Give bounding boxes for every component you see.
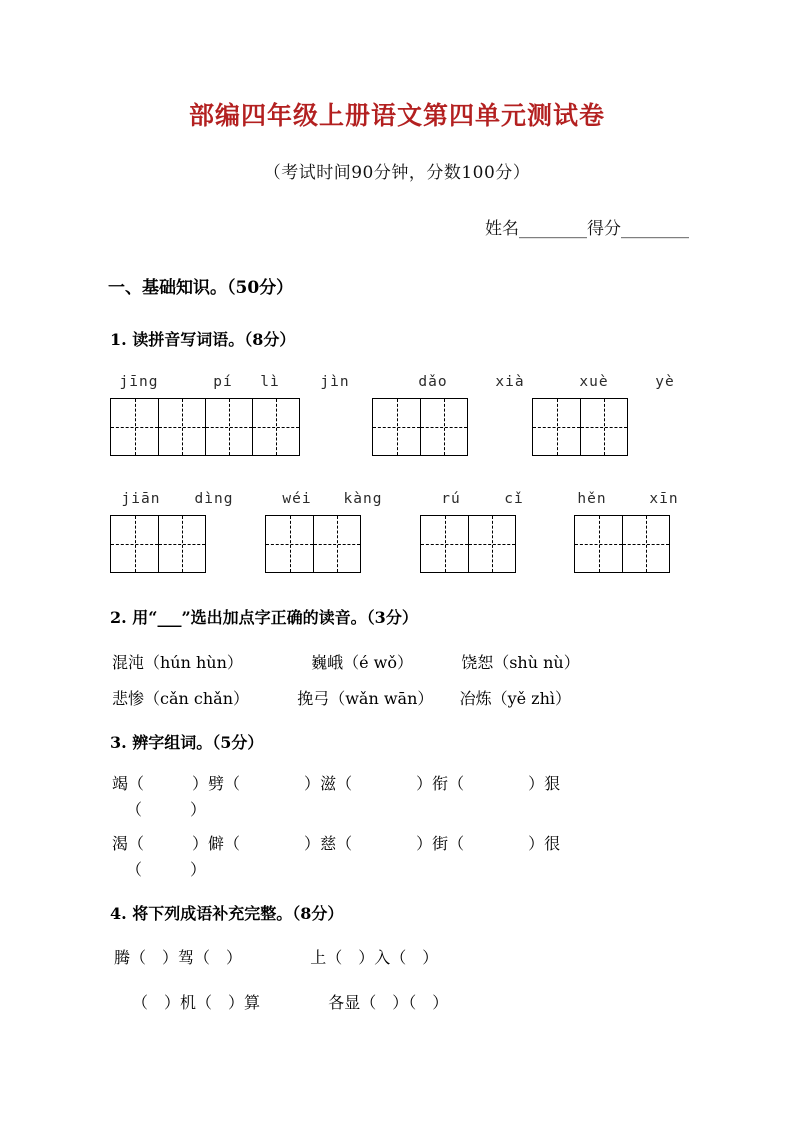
pinyin-label: jìn — [320, 374, 350, 390]
pinyin-label: jiān — [121, 491, 161, 507]
writing-grid-group[interactable] — [574, 515, 670, 573]
q3-answer-blank[interactable]: （ ） — [224, 774, 321, 793]
question-2-heading: 2. 用“___”选出加点字正确的读音。（3分） — [110, 608, 418, 627]
q2-item[interactable]: 悲惨（cǎn chǎn） — [112, 689, 250, 708]
q3-char: 僻 — [208, 834, 225, 853]
writing-cell[interactable] — [111, 399, 158, 455]
q3-char: 街 — [432, 834, 449, 853]
writing-grid-group[interactable] — [265, 515, 361, 573]
pinyin-row-1 — [110, 374, 710, 396]
writing-grid-group[interactable] — [110, 398, 300, 456]
pinyin-label: xuè — [579, 374, 609, 390]
q2-item[interactable]: 巍峨（é wǒ） — [311, 653, 413, 672]
question-2-line-1 — [112, 650, 580, 673]
writing-cell[interactable] — [580, 399, 627, 455]
pinyin-label: yè — [655, 374, 675, 390]
question-3-row-1 — [112, 771, 560, 794]
question-3-row-2-wrap — [126, 857, 206, 880]
pinyin-label: kàng — [343, 491, 383, 507]
pinyin-label: xià — [495, 374, 525, 390]
writing-cell[interactable] — [533, 399, 580, 455]
q3-answer-blank[interactable]: （ ） — [448, 774, 545, 793]
writing-cell[interactable] — [158, 516, 205, 572]
q2-item[interactable]: 冶炼（yě zhì） — [459, 689, 572, 708]
pinyin-label: hěn — [577, 491, 607, 507]
pinyin-label: cǐ — [504, 491, 524, 507]
q3-answer-blank[interactable]: （ ） — [128, 774, 209, 793]
page-title: 部编四年级上册语文第四单元测试卷 — [188, 101, 605, 130]
q3-answer-blank[interactable]: （ ） — [448, 834, 545, 853]
idiom-item[interactable]: 上（ ）入（ ） — [310, 948, 439, 967]
q3-char: 慈 — [320, 834, 337, 853]
question-4-heading: 4. 将下列成语补充完整。（8分） — [110, 904, 344, 923]
q3-answer-blank[interactable]: （ ） — [336, 774, 433, 793]
q2-item[interactable]: 饶恕（shù nù） — [461, 653, 580, 672]
pinyin-label: lì — [260, 374, 280, 390]
q3-char: 滋 — [320, 774, 337, 793]
pinyin-label: dìng — [194, 491, 234, 507]
q3-char: 很 — [544, 834, 561, 853]
writing-cell[interactable] — [252, 399, 299, 455]
idiom-item[interactable]: 腾（ ）驾（ ） — [114, 948, 243, 967]
writing-cell[interactable] — [575, 516, 622, 572]
q3-answer-blank[interactable]: （ ） — [126, 860, 207, 879]
question-4-row-1 — [114, 945, 438, 968]
writing-cell[interactable] — [373, 399, 420, 455]
pinyin-row-2 — [110, 491, 710, 513]
pinyin-label: pí — [213, 374, 233, 390]
writing-cell[interactable] — [468, 516, 515, 572]
writing-cell[interactable] — [421, 516, 468, 572]
question-4-row-2 — [132, 990, 448, 1013]
question-3-row-2 — [112, 831, 560, 854]
writing-grid-group[interactable] — [420, 515, 516, 573]
writing-cell[interactable] — [266, 516, 313, 572]
name-and-score-field: 姓名________得分________ — [485, 219, 689, 239]
idiom-item[interactable]: 各显（ ）（ ） — [328, 993, 449, 1012]
question-3-row-1-wrap — [126, 797, 206, 820]
writing-cell[interactable] — [313, 516, 360, 572]
writing-cell[interactable] — [158, 399, 205, 455]
q3-char: 衔 — [432, 774, 449, 793]
writing-grid-group[interactable] — [110, 515, 206, 573]
question-3-heading: 3. 辨字组词。（5分） — [110, 733, 264, 752]
writing-cell[interactable] — [205, 399, 252, 455]
question-2-line-2 — [112, 686, 571, 709]
pinyin-label: jīng — [119, 374, 159, 390]
writing-grid-group[interactable] — [532, 398, 628, 456]
writing-cell[interactable] — [622, 516, 669, 572]
pinyin-label: dǎo — [418, 374, 448, 390]
q3-char: 竭 — [112, 774, 129, 793]
writing-cell[interactable] — [111, 516, 158, 572]
pinyin-label: xīn — [649, 491, 679, 507]
q2-item[interactable]: 挽弓（wǎn wān） — [297, 689, 434, 708]
q2-item[interactable]: 混沌（hún hùn） — [112, 653, 243, 672]
q3-char: 劈 — [208, 774, 225, 793]
q3-answer-blank[interactable]: （ ） — [336, 834, 433, 853]
writing-grid-row-1 — [110, 398, 710, 456]
pinyin-label: wéi — [282, 491, 312, 507]
q3-answer-blank[interactable]: （ ） — [128, 834, 209, 853]
question-1-heading: 1. 读拼音写词语。（8分） — [110, 330, 296, 349]
pinyin-label: rú — [441, 491, 461, 507]
q3-char: 狠 — [544, 774, 561, 793]
writing-cell[interactable] — [420, 399, 467, 455]
writing-grid-group[interactable] — [372, 398, 468, 456]
exam-info-subtitle: （考试时间90分钟，分数100分） — [263, 163, 531, 183]
q3-answer-blank[interactable]: （ ） — [126, 800, 207, 819]
q3-char: 渴 — [112, 834, 129, 853]
section-heading-basics: 一、基础知识。（50分） — [108, 278, 294, 298]
writing-grid-row-2 — [110, 515, 710, 573]
idiom-item[interactable]: （ ）机（ ）算 — [132, 993, 261, 1012]
q3-answer-blank[interactable]: （ ） — [224, 834, 321, 853]
